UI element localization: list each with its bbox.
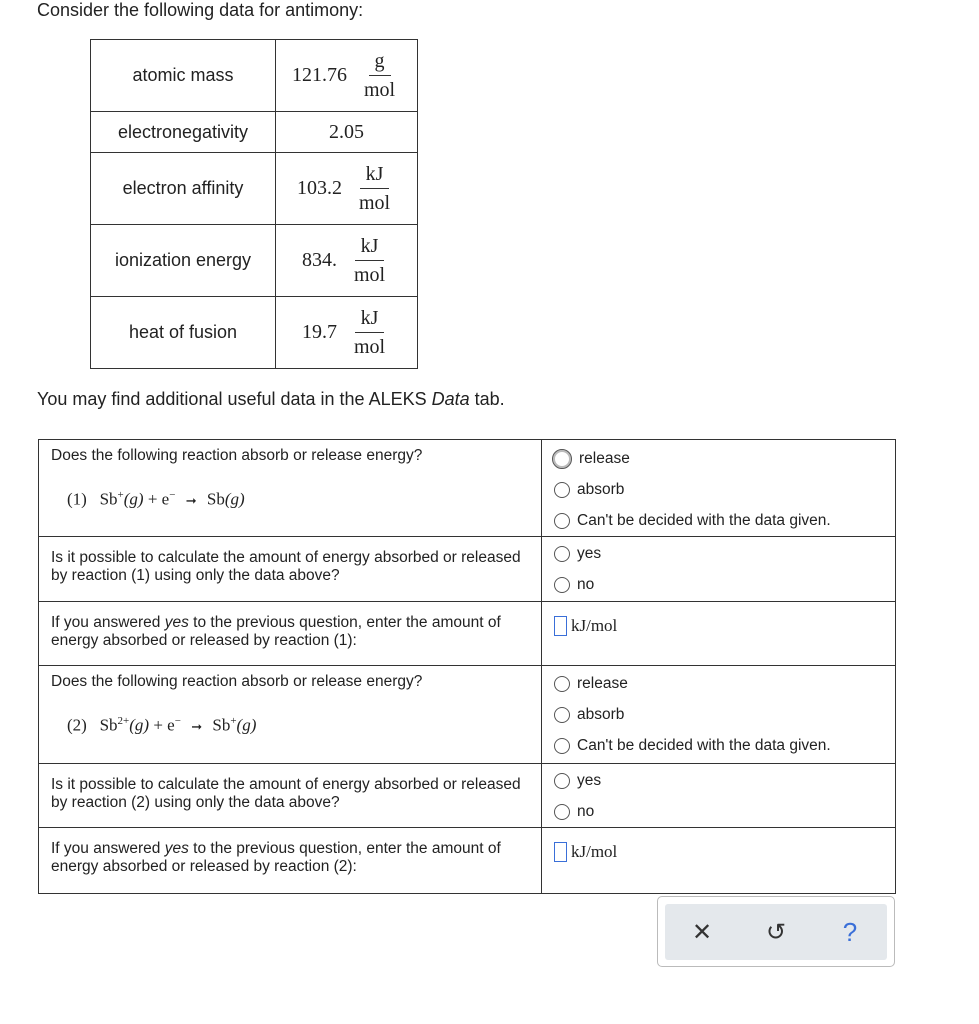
answer-1 xyxy=(542,440,896,537)
option-no[interactable]: no xyxy=(554,569,883,600)
table-row xyxy=(39,440,896,537)
table-row xyxy=(91,112,418,153)
option-no[interactable]: no xyxy=(554,796,883,827)
property-value: 19.7 $\frac{kJ}{\text{mol}}$ xyxy=(276,297,418,369)
radio-button[interactable] xyxy=(554,707,570,723)
table-row xyxy=(91,225,418,297)
radio-button[interactable] xyxy=(554,804,570,820)
reaction-1: (1) Sb+(g) + e− ➞ Sb(g) xyxy=(67,489,245,509)
option-absorb[interactable]: absorb xyxy=(554,699,883,730)
table-row xyxy=(39,666,896,764)
energy-input-1[interactable] xyxy=(554,616,567,636)
radio-button[interactable] xyxy=(554,773,570,789)
intro-text: Consider the following data for antimony: xyxy=(37,0,364,20)
question-6: If you answered yes to the previous question, enter the amount of energy absorbed or released by reaction (2): xyxy=(39,828,542,894)
help-icon[interactable]: ? xyxy=(842,916,858,947)
table-row xyxy=(91,297,418,369)
option-yes[interactable]: yes xyxy=(554,538,883,569)
answer-6: kJ/mol xyxy=(542,828,896,894)
table-row xyxy=(91,40,418,112)
property-name: atomic mass xyxy=(91,40,276,112)
data-tab-note: You may find additional useful data in the ALEKS Data tab. xyxy=(37,389,505,409)
property-value: 2.05 xyxy=(276,112,418,153)
option-release[interactable]: release xyxy=(554,668,883,699)
property-name: ionization energy xyxy=(91,225,276,297)
property-name: electron affinity xyxy=(91,153,276,225)
answer-3: kJ/mol xyxy=(542,602,896,666)
undo-icon[interactable]: ↺ xyxy=(765,918,787,946)
table-row xyxy=(39,537,896,602)
clear-icon[interactable]: ✕ xyxy=(691,918,713,946)
radio-button[interactable] xyxy=(554,482,570,498)
reaction-2: (2) $Sb^{2+}(g) + e^-$ ➞ Sb+(g) xyxy=(67,715,257,735)
option-release[interactable]: release xyxy=(554,443,883,474)
option-yes[interactable]: yes xyxy=(554,765,883,796)
energy-input-2[interactable] xyxy=(554,842,567,862)
questions-table xyxy=(38,439,896,894)
option-absorb[interactable]: absorb xyxy=(554,474,883,505)
table-row xyxy=(39,828,896,894)
table-row xyxy=(39,764,896,828)
properties-table xyxy=(90,39,418,369)
question-5: Is it possible to calculate the amount of energy absorbed or released by reaction (2) using only the data above? xyxy=(39,764,542,828)
answer-5 xyxy=(542,764,896,828)
radio-button[interactable] xyxy=(554,738,570,754)
question-2: Is it possible to calculate the amount of energy absorbed or released by reaction (1) using only the data above? xyxy=(39,537,542,602)
answer-2 xyxy=(542,537,896,602)
answer-toolbar xyxy=(657,896,895,967)
radio-button[interactable] xyxy=(552,449,572,469)
radio-button[interactable] xyxy=(554,676,570,692)
property-value: 103.2 $\frac{kJ}{\text{mol}}$ xyxy=(276,153,418,225)
radio-button[interactable] xyxy=(554,513,570,529)
question-1: Does the following reaction absorb or release energy? (1) Sb+(g) + e− ➞ Sb(g) xyxy=(39,440,542,537)
property-name: electronegativity xyxy=(91,112,276,153)
radio-button[interactable] xyxy=(554,577,570,593)
question-3: If you answered yes to the previous question, enter the amount of energy absorbed or released by reaction (1): xyxy=(39,602,542,666)
answer-4 xyxy=(542,666,896,764)
arrow-icon: ➞ xyxy=(185,492,197,508)
property-name: heat of fusion xyxy=(91,297,276,369)
table-row xyxy=(91,153,418,225)
option-cant-decide[interactable]: Can't be decided with the data given. xyxy=(554,505,883,536)
property-value: 121.76 $\frac{g}{\text{mol}}$ xyxy=(276,40,418,112)
option-cant-decide[interactable]: Can't be decided with the data given. xyxy=(554,730,883,761)
question-4: Does the following reaction absorb or release energy? (2) $Sb^{2+}(g) + e^-$ ➞ Sb+(g) xyxy=(39,666,542,764)
property-value: 834. $\frac{kJ}{\text{mol}}$ xyxy=(276,225,418,297)
table-row xyxy=(39,602,896,666)
arrow-icon: ➞ xyxy=(191,718,203,734)
radio-button[interactable] xyxy=(554,546,570,562)
